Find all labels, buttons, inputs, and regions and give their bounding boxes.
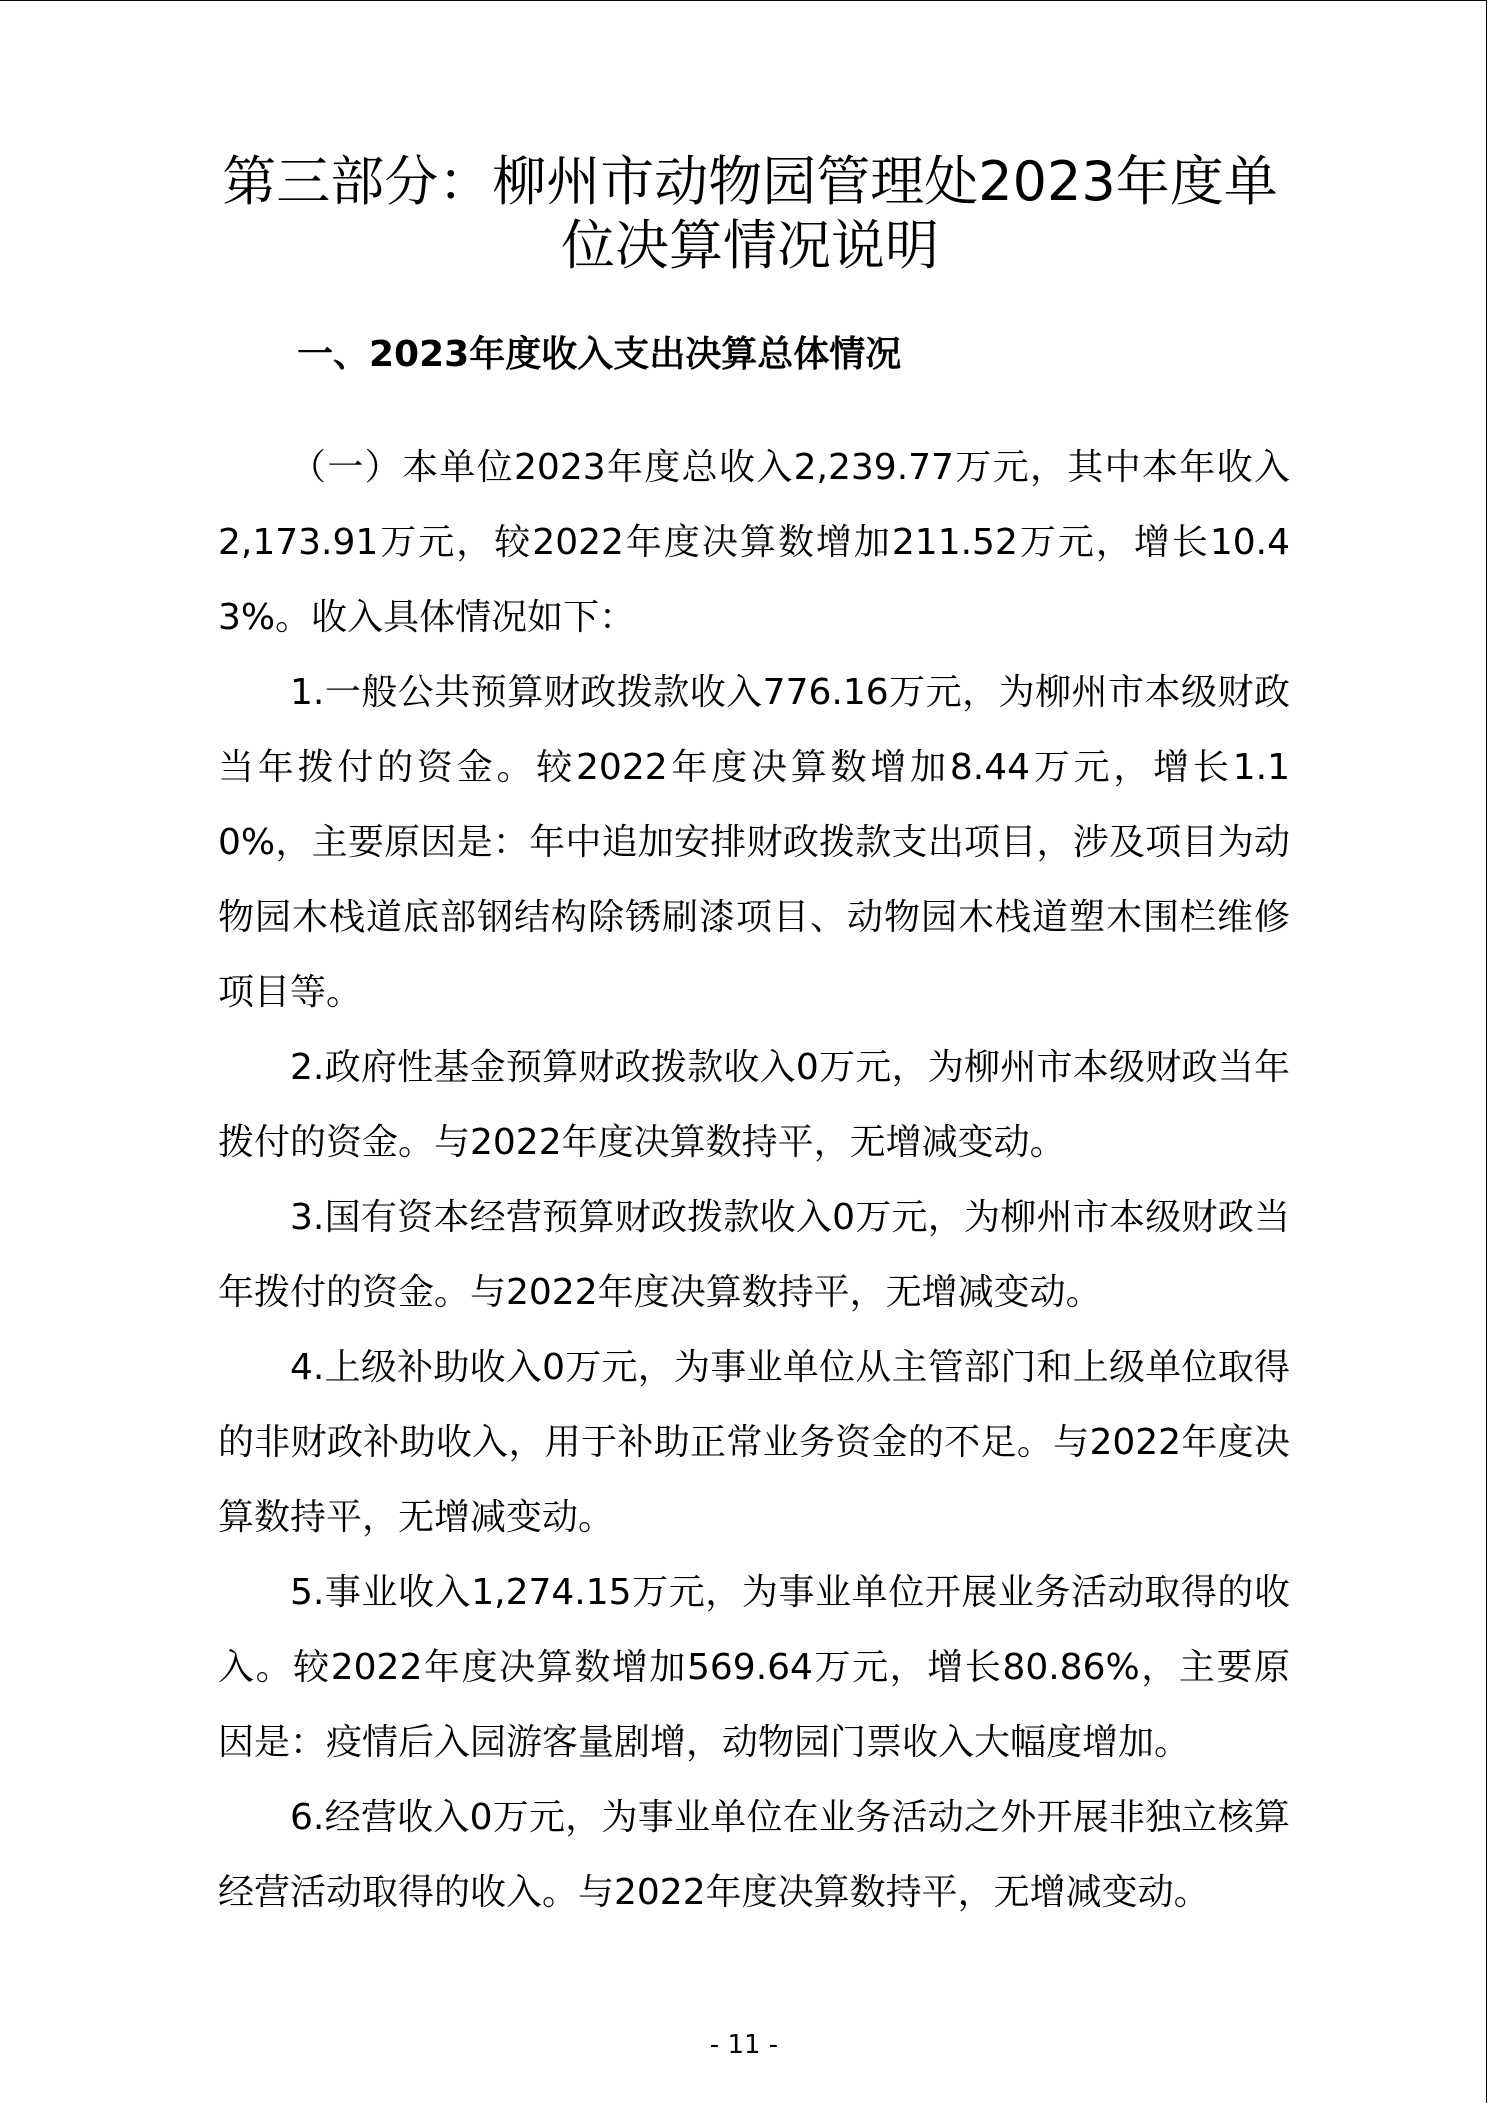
paragraph-total-income: （一）本单位2023年度总收入2,239.77万元，其中本年收入2,173.91万元，较2022年度决算数增加211.52万元，增长10.43%。收入具体情况如下： xyxy=(218,447,1290,638)
page-number: - 11 - xyxy=(709,2030,779,2060)
paragraph-superior-subsidy: 4.上级补助收入0万元，为事业单位从主管部门和上级单位取得的非财政补助收入，用于补助正常业务资金的不足。与2022年度决算数持平，无增减变动。 xyxy=(218,1347,1290,1538)
paragraph-general-budget: 1.一般公共预算财政拨款收入776.16万元，为柳州市本级财政当年拨付的资金。较2022年度决算数增加8.44万元，增长1.10%，主要原因是：年中追加安排财政拨款支出项目，涉及项目为动物园木栈道底部钢结构除锈刷漆项目、动物园木栈道塑木围栏维修项目等。 xyxy=(218,672,1290,1013)
page-title: 第三部分：柳州市动物园管理处2023年度单位决算情况说明 xyxy=(222,150,1278,277)
paragraph-state-capital: 3.国有资本经营预算财政拨款收入0万元，为柳州市本级财政当年拨付的资金。与2022年度决算数持平，无增减变动。 xyxy=(218,1197,1290,1313)
paragraph-government-fund: 2.政府性基金预算财政拨款收入0万元，为柳州市本级财政当年拨付的资金。与2022年度决算数持平，无增减变动。 xyxy=(218,1047,1290,1163)
paragraph-operating-income: 6.经营收入0万元，为事业单位在业务活动之外开展非独立核算经营活动取得的收入。与2022年度决算数持平，无增减变动。 xyxy=(218,1797,1290,1913)
section-heading: 一、2023年度收入支出决算总体情况 xyxy=(297,334,902,375)
document-body xyxy=(218,430,1290,1930)
paragraph-business-income: 5.事业收入1,274.15万元，为事业单位开展业务活动取得的收入。较2022年度决算数增加569.64万元，增长80.86%，主要原因是：疫情后入园游客量剧增，动物园门票收入大幅度增加。 xyxy=(218,1572,1290,1763)
